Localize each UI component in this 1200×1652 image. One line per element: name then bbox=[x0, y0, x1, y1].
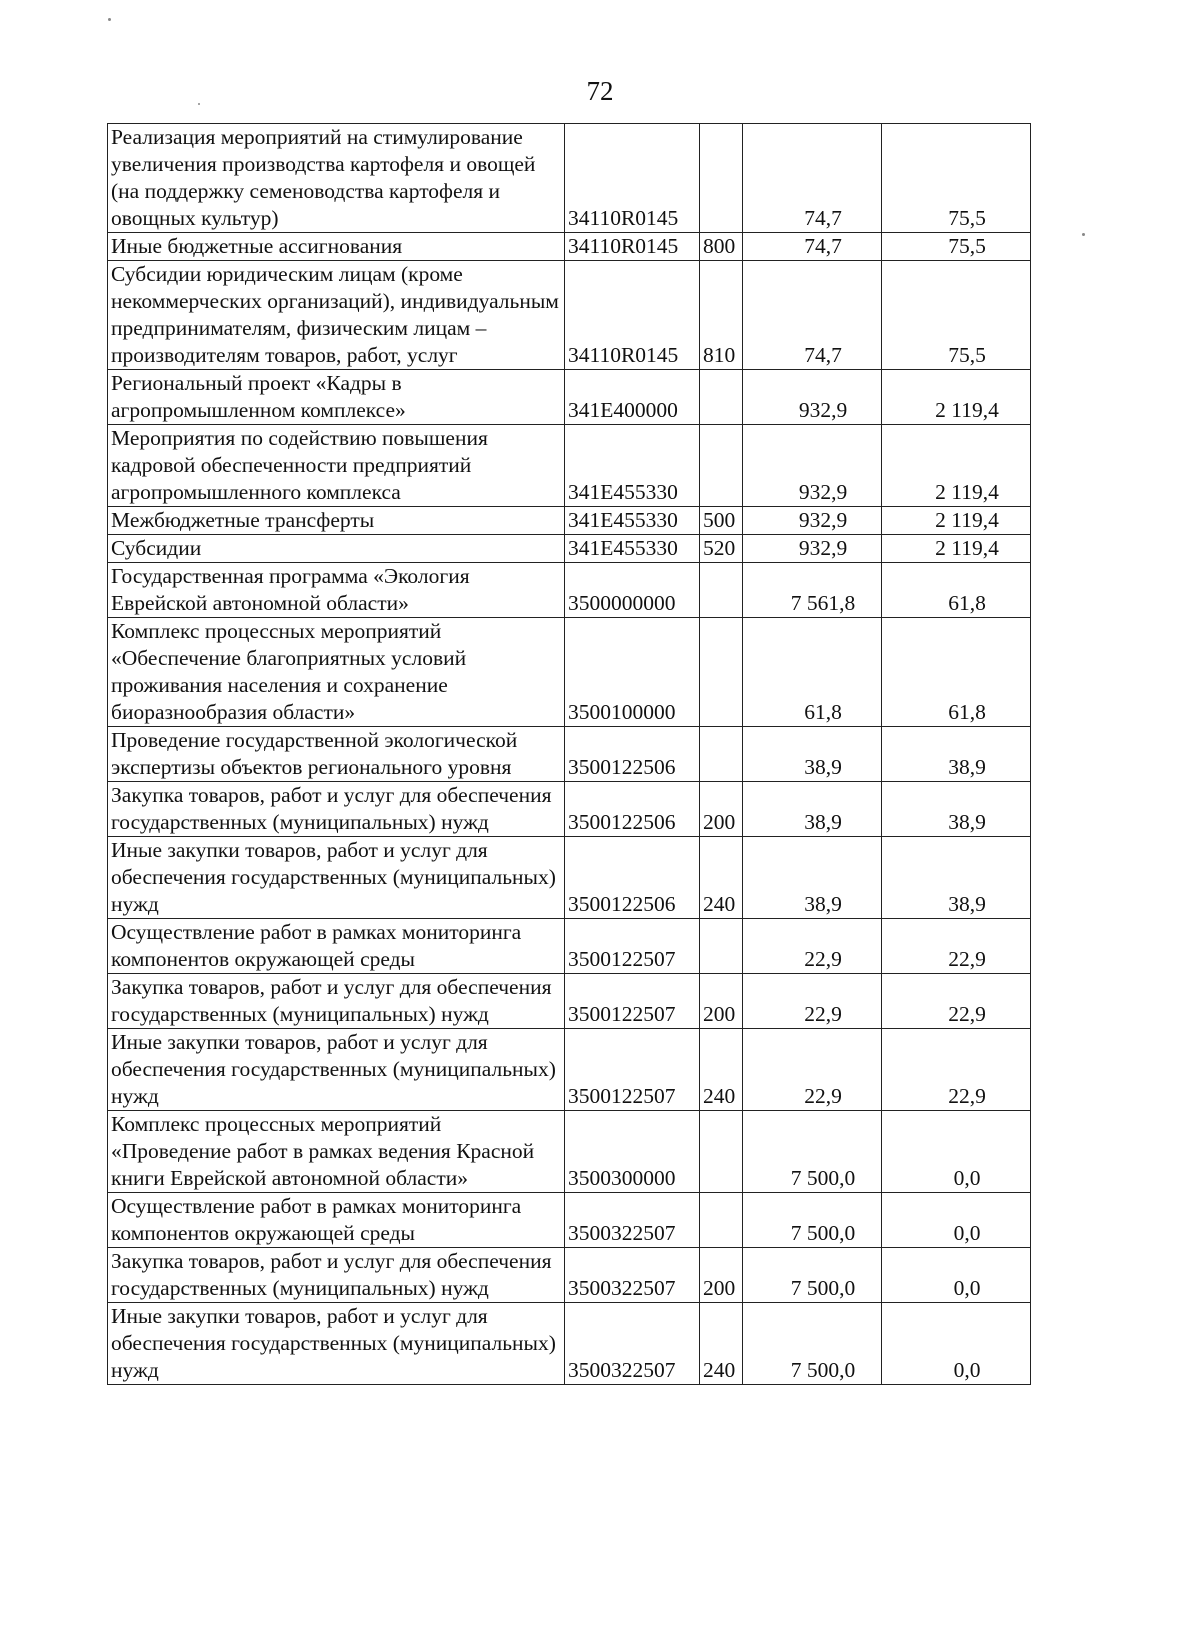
row-type-cell bbox=[700, 727, 743, 782]
table-row bbox=[108, 370, 1031, 425]
row-type-cell bbox=[700, 563, 743, 618]
table-row bbox=[108, 563, 1031, 618]
row-value-2-text: 2 119,4 bbox=[935, 536, 999, 560]
table-row bbox=[108, 233, 1031, 261]
row-value-2-cell bbox=[882, 919, 1031, 974]
budget-table-body bbox=[108, 124, 1031, 1385]
row-code-cell: 3500122507 bbox=[565, 1029, 700, 1111]
row-value-2-cell bbox=[882, 1193, 1031, 1248]
row-value-1-cell bbox=[743, 1248, 882, 1303]
row-type-cell: 240 bbox=[700, 1029, 743, 1111]
row-value-1-text: 932,9 bbox=[798, 508, 848, 532]
row-name-cell: Закупка товаров, работ и услуг для обеспечения государственных (муниципальных) нужд bbox=[108, 782, 565, 837]
row-type-cell bbox=[700, 919, 743, 974]
row-name-cell: Осуществление работ в рамках мониторинга компонентов окружающей среды bbox=[108, 919, 565, 974]
row-value-2-text: 0,0 bbox=[953, 1358, 981, 1382]
row-type-cell: 810 bbox=[700, 261, 743, 370]
row-value-1-text: 7 561,8 bbox=[790, 591, 856, 615]
row-value-2-cell bbox=[882, 261, 1031, 370]
row-type-cell: 240 bbox=[700, 1303, 743, 1385]
row-value-1-text: 7 500,0 bbox=[790, 1221, 856, 1245]
row-name-cell: Реализация мероприятий на стимулирование увеличения производства картофеля и овощей (на поддержку семеноводства картофеля и овощных культур) bbox=[108, 124, 565, 233]
row-value-2-cell bbox=[882, 425, 1031, 507]
row-value-1-text: 22,9 bbox=[804, 947, 842, 971]
table-row bbox=[108, 535, 1031, 563]
row-code-cell: 3500122507 bbox=[565, 919, 700, 974]
row-value-1-cell bbox=[743, 837, 882, 919]
row-value-2-text: 2 119,4 bbox=[935, 480, 999, 504]
row-code-cell: 341E400000 bbox=[565, 370, 700, 425]
row-code-cell: 3500100000 bbox=[565, 618, 700, 727]
row-value-2-cell bbox=[882, 1248, 1031, 1303]
row-value-2-text: 22,9 bbox=[948, 1002, 986, 1026]
row-code-cell: 3500122506 bbox=[565, 727, 700, 782]
row-name-cell: Субсидии юридическим лицам (кроме некоммерческих организаций), индивидуальным предпринимателям, физическим лицам – производителям товаров, работ, услуг bbox=[108, 261, 565, 370]
row-code-cell: 3500122506 bbox=[565, 782, 700, 837]
row-type-cell: 520 bbox=[700, 535, 743, 563]
table-row bbox=[108, 124, 1031, 233]
row-type-cell bbox=[700, 1111, 743, 1193]
row-type-cell bbox=[700, 370, 743, 425]
row-code-cell: 3500122506 bbox=[565, 837, 700, 919]
row-value-1-text: 7 500,0 bbox=[790, 1276, 856, 1300]
row-value-2-cell bbox=[882, 1303, 1031, 1385]
row-name-cell: Проведение государственной экологической экспертизы объектов регионального уровня bbox=[108, 727, 565, 782]
row-value-2-text: 61,8 bbox=[948, 700, 986, 724]
row-value-2-text: 75,5 bbox=[948, 234, 986, 258]
row-name-cell: Государственная программа «Экология Еврейской автономной области» bbox=[108, 563, 565, 618]
row-type-cell: 240 bbox=[700, 837, 743, 919]
row-name-cell: Иные закупки товаров, работ и услуг для обеспечения государственных (муниципальных) нужд bbox=[108, 1303, 565, 1385]
table-row bbox=[108, 1111, 1031, 1193]
row-value-1-text: 932,9 bbox=[798, 398, 848, 422]
row-value-1-text: 932,9 bbox=[798, 480, 848, 504]
row-value-1-text: 22,9 bbox=[804, 1084, 842, 1108]
row-value-1-cell bbox=[743, 261, 882, 370]
row-value-2-text: 2 119,4 bbox=[935, 508, 999, 532]
row-code-cell: 3500122507 bbox=[565, 974, 700, 1029]
row-value-1-text: 932,9 bbox=[798, 536, 848, 560]
page-number: 72 bbox=[586, 76, 614, 106]
row-value-2-text: 22,9 bbox=[948, 1084, 986, 1108]
row-value-2-cell bbox=[882, 974, 1031, 1029]
row-value-2-text: 0,0 bbox=[953, 1166, 981, 1190]
row-value-2-text: 75,5 bbox=[948, 206, 986, 230]
row-value-1-text: 38,9 bbox=[804, 892, 842, 916]
row-type-cell bbox=[700, 425, 743, 507]
table-row bbox=[108, 1303, 1031, 1385]
row-value-1-cell bbox=[743, 1193, 882, 1248]
row-value-2-text: 38,9 bbox=[948, 892, 986, 916]
row-value-1-cell bbox=[743, 618, 882, 727]
row-value-2-text: 0,0 bbox=[953, 1221, 981, 1245]
table-row bbox=[108, 727, 1031, 782]
row-value-1-text: 38,9 bbox=[804, 755, 842, 779]
row-value-1-text: 38,9 bbox=[804, 810, 842, 834]
row-type-cell: 200 bbox=[700, 1248, 743, 1303]
row-type-cell: 200 bbox=[700, 782, 743, 837]
row-type-cell bbox=[700, 124, 743, 233]
row-code-cell: 34110R0145 bbox=[565, 233, 700, 261]
table-row bbox=[108, 1193, 1031, 1248]
row-code-cell: 341E455330 bbox=[565, 507, 700, 535]
row-code-cell: 3500322507 bbox=[565, 1303, 700, 1385]
row-code-cell: 3500300000 bbox=[565, 1111, 700, 1193]
row-value-2-cell bbox=[882, 1029, 1031, 1111]
row-value-1-cell bbox=[743, 919, 882, 974]
row-value-2-text: 22,9 bbox=[948, 947, 986, 971]
row-value-2-cell bbox=[882, 727, 1031, 782]
row-value-1-cell bbox=[743, 425, 882, 507]
row-name-cell: Комплекс процессных мероприятий «Обеспечение благоприятных условий проживания населения и сохранение биоразнообразия области» bbox=[108, 618, 565, 727]
row-value-2-text: 75,5 bbox=[948, 343, 986, 367]
table-row bbox=[108, 618, 1031, 727]
row-value-1-text: 7 500,0 bbox=[790, 1166, 856, 1190]
table-row bbox=[108, 974, 1031, 1029]
row-value-2-cell bbox=[882, 233, 1031, 261]
row-name-cell: Закупка товаров, работ и услуг для обеспечения государственных (муниципальных) нужд bbox=[108, 1248, 565, 1303]
table-row bbox=[108, 837, 1031, 919]
row-value-2-text: 38,9 bbox=[948, 810, 986, 834]
row-value-1-text: 74,7 bbox=[804, 234, 842, 258]
scan-speck bbox=[198, 103, 200, 105]
row-value-1-text: 74,7 bbox=[804, 343, 842, 367]
row-value-2-cell bbox=[882, 1111, 1031, 1193]
row-value-2-cell bbox=[882, 507, 1031, 535]
row-value-1-cell bbox=[743, 727, 882, 782]
row-value-1-cell bbox=[743, 370, 882, 425]
row-value-2-cell bbox=[882, 782, 1031, 837]
row-code-cell: 34110R0145 bbox=[565, 261, 700, 370]
row-value-1-cell bbox=[743, 233, 882, 261]
row-type-cell: 800 bbox=[700, 233, 743, 261]
row-value-1-cell bbox=[743, 507, 882, 535]
row-name-cell: Субсидии bbox=[108, 535, 565, 563]
row-name-cell: Закупка товаров, работ и услуг для обеспечения государственных (муниципальных) нужд bbox=[108, 974, 565, 1029]
row-value-2-text: 61,8 bbox=[948, 591, 986, 615]
row-value-1-text: 22,9 bbox=[804, 1002, 842, 1026]
table-row bbox=[108, 1029, 1031, 1111]
row-value-2-text: 0,0 bbox=[953, 1276, 981, 1300]
budget-table bbox=[107, 123, 1031, 1385]
row-value-2-cell bbox=[882, 535, 1031, 563]
row-code-cell: 3500000000 bbox=[565, 563, 700, 618]
row-name-cell: Иные закупки товаров, работ и услуг для обеспечения государственных (муниципальных) нужд bbox=[108, 1029, 565, 1111]
row-value-1-cell bbox=[743, 974, 882, 1029]
table-row bbox=[108, 1248, 1031, 1303]
row-name-cell: Осуществление работ в рамках мониторинга компонентов окружающей среды bbox=[108, 1193, 565, 1248]
row-name-cell: Мероприятия по содействию повышения кадровой обеспеченности предприятий агропромышленного комплекса bbox=[108, 425, 565, 507]
row-value-1-text: 61,8 bbox=[804, 700, 842, 724]
row-value-1-cell bbox=[743, 1029, 882, 1111]
row-name-cell: Межбюджетные трансферты bbox=[108, 507, 565, 535]
row-code-cell: 3500322507 bbox=[565, 1248, 700, 1303]
row-value-2-cell bbox=[882, 618, 1031, 727]
row-value-2-cell bbox=[882, 563, 1031, 618]
row-type-cell: 200 bbox=[700, 974, 743, 1029]
scan-speck bbox=[108, 18, 111, 21]
row-code-cell: 341E455330 bbox=[565, 535, 700, 563]
row-code-cell: 34110R0145 bbox=[565, 124, 700, 233]
row-value-2-cell bbox=[882, 124, 1031, 233]
row-value-1-cell bbox=[743, 782, 882, 837]
row-code-cell: 341E455330 bbox=[565, 425, 700, 507]
table-row bbox=[108, 425, 1031, 507]
scan-speck bbox=[1082, 233, 1085, 236]
row-value-2-cell bbox=[882, 370, 1031, 425]
table-row bbox=[108, 507, 1031, 535]
row-type-cell bbox=[700, 1193, 743, 1248]
row-value-1-text: 74,7 bbox=[804, 206, 842, 230]
row-value-1-cell bbox=[743, 563, 882, 618]
row-value-2-text: 2 119,4 bbox=[935, 398, 999, 422]
row-name-cell: Иные бюджетные ассигнования bbox=[108, 233, 565, 261]
row-value-2-cell bbox=[882, 837, 1031, 919]
table-row bbox=[108, 782, 1031, 837]
row-name-cell: Комплекс процессных мероприятий «Проведение работ в рамках ведения Красной книги Еврейской автономной области» bbox=[108, 1111, 565, 1193]
row-value-2-text: 38,9 bbox=[948, 755, 986, 779]
row-type-cell bbox=[700, 618, 743, 727]
row-value-1-cell bbox=[743, 1111, 882, 1193]
row-value-1-text: 7 500,0 bbox=[790, 1358, 856, 1382]
row-name-cell: Региональный проект «Кадры в агропромышленном комплексе» bbox=[108, 370, 565, 425]
row-value-1-cell bbox=[743, 1303, 882, 1385]
row-name-cell: Иные закупки товаров, работ и услуг для обеспечения государственных (муниципальных) нужд bbox=[108, 837, 565, 919]
row-value-1-cell bbox=[743, 535, 882, 563]
row-type-cell: 500 bbox=[700, 507, 743, 535]
row-code-cell: 3500322507 bbox=[565, 1193, 700, 1248]
table-row bbox=[108, 261, 1031, 370]
table-row bbox=[108, 919, 1031, 974]
row-value-1-cell bbox=[743, 124, 882, 233]
